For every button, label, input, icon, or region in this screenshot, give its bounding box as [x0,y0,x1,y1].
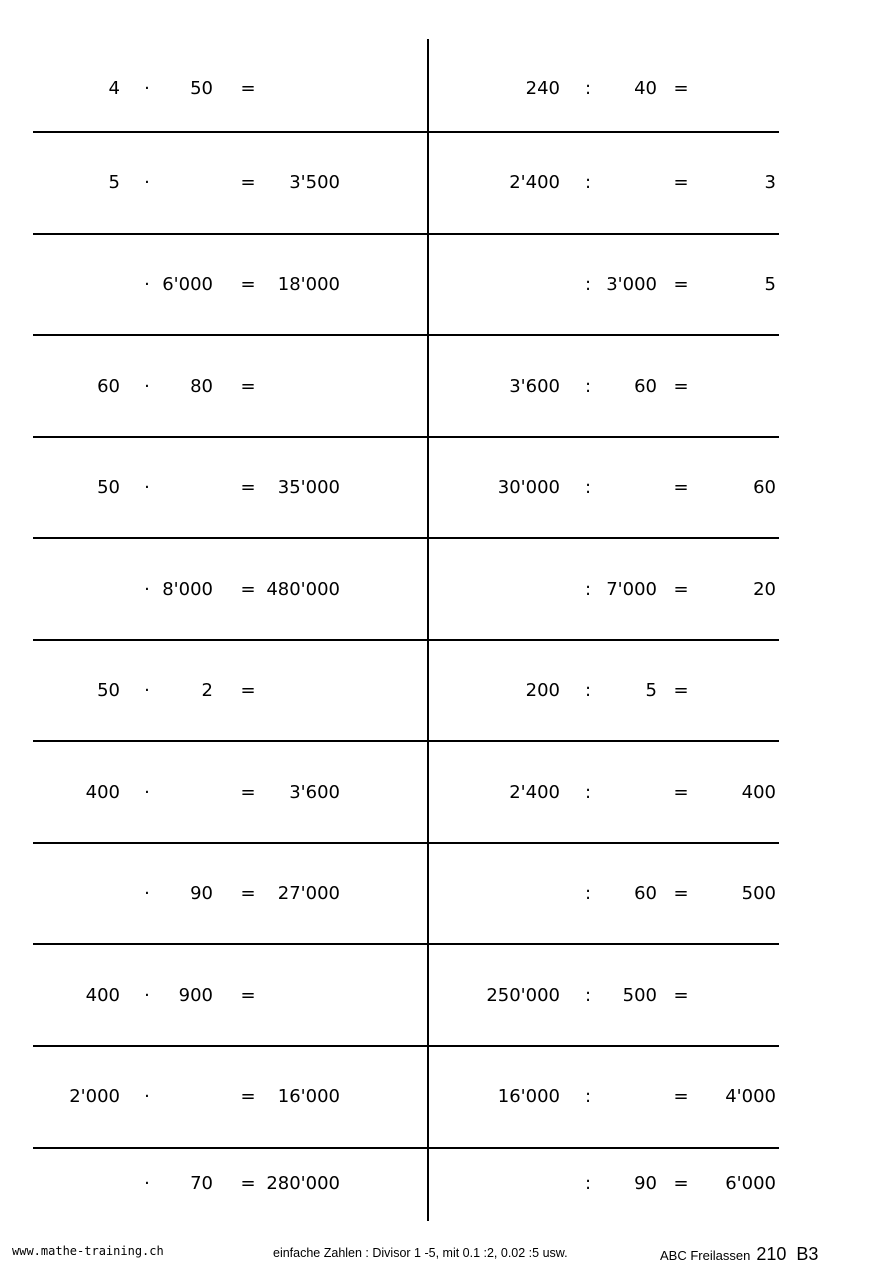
right-exercise-term-c: 20 [753,579,776,600]
left-exercise-equals-sign: = [240,782,256,803]
left-exercise-operator: · [144,172,150,193]
right-exercise-term-a: 240 [525,78,560,99]
right-exercise-operator: : [584,376,592,397]
left-exercise-equals-sign: = [240,579,256,600]
left-exercise-equals-sign: = [240,274,256,295]
right-exercise-term-b: 40 [634,78,657,99]
left-exercise-term-b: 2 [201,680,213,701]
right-exercise-term-a: 250'000 [486,985,560,1006]
left-exercise-term-a: 50 [97,680,120,701]
right-exercise-term-c: 60 [753,477,776,498]
right-exercise-term-c: 4'000 [725,1086,776,1107]
left-exercise-equals-sign: = [240,883,256,904]
center-divider [427,39,429,1221]
left-exercise-operator: · [144,477,150,498]
row-divider [33,740,779,742]
row-divider [33,436,779,438]
right-exercise-term-b: 500 [622,985,657,1006]
left-exercise-term-c: 480'000 [266,579,340,600]
right-exercise-term-c: 3 [764,172,776,193]
right-exercise-operator: : [584,883,592,904]
row-divider [33,233,779,235]
left-exercise-operator: · [144,376,150,397]
left-exercise-operator: · [144,680,150,701]
footer-series: ABC Freilassen [660,1248,751,1263]
right-exercise-operator: : [584,172,592,193]
left-exercise-term-a: 400 [85,782,120,803]
left-exercise-term-a: 50 [97,477,120,498]
left-exercise-equals-sign: = [240,1086,256,1107]
left-exercise-operator: · [144,883,150,904]
row-divider [33,639,779,641]
row-divider [33,943,779,945]
right-exercise-equals-sign: = [673,883,689,904]
left-exercise-term-c: 18'000 [277,274,340,295]
left-exercise-term-c: 3'500 [289,172,340,193]
right-exercise-term-a: 3'600 [509,376,560,397]
left-exercise-term-b: 6'000 [162,274,213,295]
right-exercise-term-b: 7'000 [606,579,657,600]
right-exercise-equals-sign: = [673,579,689,600]
left-exercise-term-c: 27'000 [277,883,340,904]
right-exercise-equals-sign: = [673,78,689,99]
right-exercise-term-b: 5 [645,680,657,701]
left-exercise-term-a: 5 [108,172,120,193]
left-exercise-term-a: 2'000 [69,1086,120,1107]
left-exercise-term-a: 4 [108,78,120,99]
left-exercise-equals-sign: = [240,477,256,498]
right-exercise-term-b: 90 [634,1173,657,1194]
left-exercise-equals-sign: = [240,1173,256,1194]
right-exercise-term-c: 400 [741,782,776,803]
left-exercise-operator: · [144,782,150,803]
left-exercise-term-c: 3'600 [289,782,340,803]
right-exercise-equals-sign: = [673,274,689,295]
row-divider [33,1147,779,1149]
left-exercise-equals-sign: = [240,680,256,701]
row-divider [33,1045,779,1047]
right-exercise-term-c: 5 [764,274,776,295]
right-exercise-term-b: 3'000 [606,274,657,295]
right-exercise-term-b: 60 [634,883,657,904]
row-divider [33,842,779,844]
footer-description: einfache Zahlen : Divisor 1 -5, mit 0.1 :2, 0.02 :5 usw. [273,1246,568,1260]
right-exercise-operator: : [584,477,592,498]
left-exercise-term-a: 60 [97,376,120,397]
left-exercise-term-b: 50 [190,78,213,99]
left-exercise-operator: · [144,78,150,99]
right-exercise-term-c: 6'000 [725,1173,776,1194]
left-exercise-term-b: 900 [178,985,213,1006]
right-exercise-term-a: 2'400 [509,782,560,803]
right-exercise-operator: : [584,782,592,803]
left-exercise-term-c: 280'000 [266,1173,340,1194]
right-exercise-operator: : [584,579,592,600]
left-exercise-term-b: 80 [190,376,213,397]
left-exercise-term-c: 16'000 [277,1086,340,1107]
left-exercise-term-b: 8'000 [162,579,213,600]
footer-url: www.mathe-training.ch [12,1244,164,1258]
right-exercise-equals-sign: = [673,1086,689,1107]
footer-number: 210 [756,1244,787,1264]
right-exercise-term-b: 60 [634,376,657,397]
row-divider [33,131,779,133]
right-exercise-equals-sign: = [673,985,689,1006]
right-exercise-term-c: 500 [741,883,776,904]
right-exercise-equals-sign: = [673,680,689,701]
left-exercise-operator: · [144,579,150,600]
right-exercise-term-a: 30'000 [497,477,560,498]
left-exercise-operator: · [144,1173,150,1194]
row-divider [33,537,779,539]
left-exercise-operator: · [144,985,150,1006]
right-exercise-equals-sign: = [673,782,689,803]
row-divider [33,334,779,336]
right-exercise-term-a: 16'000 [497,1086,560,1107]
left-exercise-equals-sign: = [240,78,256,99]
left-exercise-term-b: 70 [190,1173,213,1194]
right-exercise-term-a: 200 [525,680,560,701]
right-exercise-operator: : [584,1173,592,1194]
right-exercise-equals-sign: = [673,1173,689,1194]
right-exercise-operator: : [584,1086,592,1107]
left-exercise-equals-sign: = [240,376,256,397]
right-exercise-operator: : [584,78,592,99]
footer-code: B3 [796,1244,819,1264]
footer-worksheet-id [660,1244,818,1265]
right-exercise-equals-sign: = [673,172,689,193]
right-exercise-equals-sign: = [673,376,689,397]
left-exercise-equals-sign: = [240,172,256,193]
left-exercise-equals-sign: = [240,985,256,1006]
right-exercise-operator: : [584,680,592,701]
right-exercise-equals-sign: = [673,477,689,498]
right-exercise-operator: : [584,985,592,1006]
right-exercise-operator: : [584,274,592,295]
left-exercise-term-a: 400 [85,985,120,1006]
left-exercise-term-c: 35'000 [277,477,340,498]
right-exercise-term-a: 2'400 [509,172,560,193]
left-exercise-term-b: 90 [190,883,213,904]
left-exercise-operator: · [144,1086,150,1107]
left-exercise-operator: · [144,274,150,295]
